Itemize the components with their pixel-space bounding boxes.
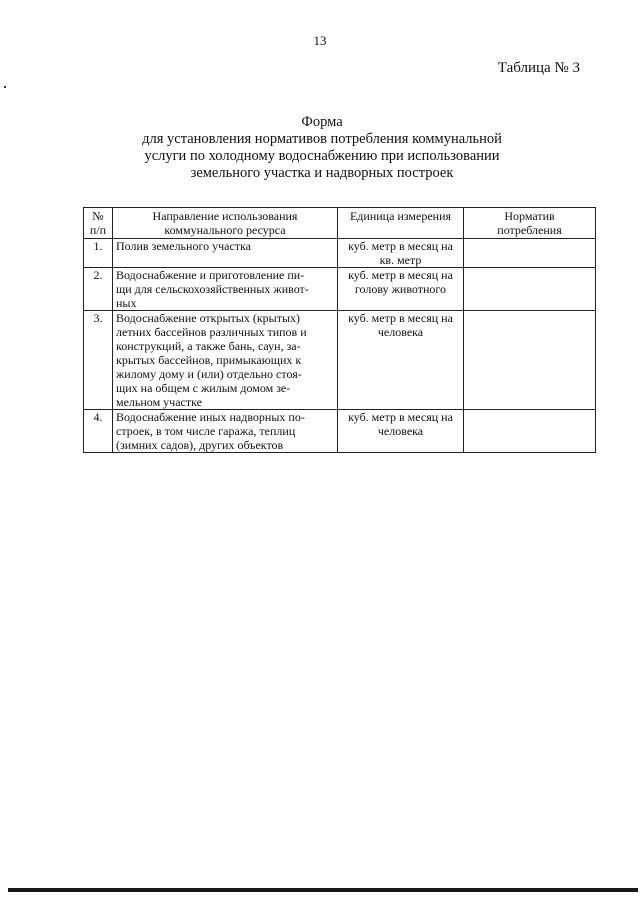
row-unit: куб. метр в месяц на голову животного bbox=[338, 268, 464, 311]
header-direction: Направление использования коммунального ресурса bbox=[113, 208, 338, 239]
header-norm: Норматив потребления bbox=[464, 208, 596, 239]
page-number: 13 bbox=[313, 33, 327, 48]
table-label: Таблица № 3 bbox=[497, 60, 580, 76]
row-norm bbox=[464, 311, 596, 410]
heading-line: земельного участка и надворных построек bbox=[190, 165, 454, 181]
table-row bbox=[84, 410, 596, 453]
heading-line: услуги по холодному водоснабжению при использовании bbox=[144, 148, 500, 164]
header-num: № п/п bbox=[84, 208, 113, 239]
row-direction: Водоснабжение иных надворных по- строек, в том числе гаража, теплиц (зимних садов), других объектов bbox=[113, 410, 338, 453]
heading-line: Форма bbox=[301, 114, 343, 130]
row-norm bbox=[464, 410, 596, 453]
row-number: 3. bbox=[84, 311, 113, 410]
form-heading bbox=[80, 114, 564, 182]
row-number: 4. bbox=[84, 410, 113, 453]
row-direction: Полив земельного участка bbox=[113, 239, 338, 268]
row-unit: куб. метр в месяц на кв. метр bbox=[338, 239, 464, 268]
row-number: 2. bbox=[84, 268, 113, 311]
header-unit: Единица измерения bbox=[338, 208, 464, 239]
row-unit: куб. метр в месяц на человека bbox=[338, 311, 464, 410]
scan-mark bbox=[4, 86, 6, 88]
row-number: 1. bbox=[84, 239, 113, 268]
page-bottom-rule bbox=[8, 888, 638, 892]
row-direction: Водоснабжение открытых (крытых) летних бассейнов различных типов и конструкций, а также бань, саун, за- крытых бассейнов, примыкающих к жилому дому и (или) отдельно стоя- щих на общем с жилым домом зе- мельном участке bbox=[113, 311, 338, 410]
table-header-row bbox=[84, 208, 596, 239]
table-row bbox=[84, 311, 596, 410]
row-direction: Водоснабжение и приготовление пи- щи для сельскохозяйственных живот- ных bbox=[113, 268, 338, 311]
row-norm bbox=[464, 239, 596, 268]
table-row bbox=[84, 239, 596, 268]
row-unit: куб. метр в месяц на человека bbox=[338, 410, 464, 453]
norms-table bbox=[83, 207, 596, 453]
heading-line: для установления нормативов потребления коммунальной bbox=[142, 131, 502, 147]
table-row bbox=[84, 268, 596, 311]
row-norm bbox=[464, 268, 596, 311]
